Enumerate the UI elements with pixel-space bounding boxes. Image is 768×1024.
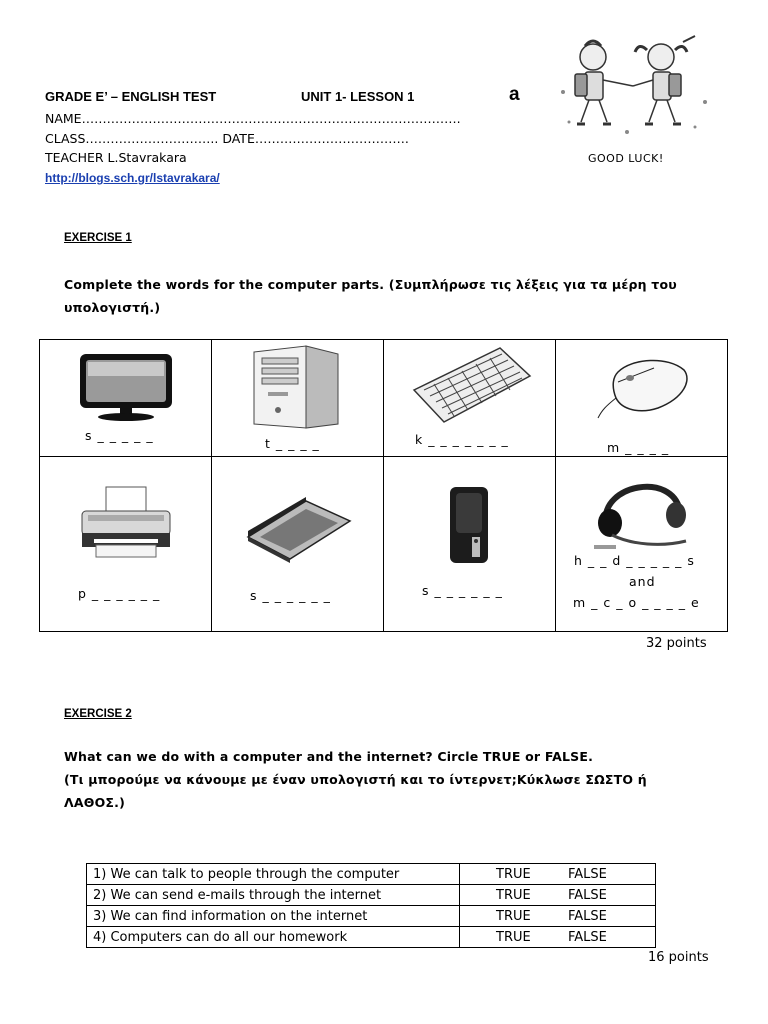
table-row [87, 864, 656, 885]
answer-cell [460, 864, 656, 885]
part-cell [40, 457, 212, 632]
statement-cell: 3) We can find information on the internet [87, 906, 460, 927]
exercise1-points: 32 points [646, 636, 707, 651]
word-blank[interactable]: s _ _ _ _ _ [85, 428, 154, 443]
word-blank[interactable]: p _ _ _ _ _ _ [78, 586, 161, 601]
true-option[interactable]: TRUE [496, 908, 531, 924]
answer-cell [460, 885, 656, 906]
blog-link[interactable]: http://blogs.sch.gr/lstavrakara/ [45, 171, 220, 185]
exercise1-instruction-line1: Complete the words for the computer parts. (Συμπλήρωσε τις λέξεις για τα μέρη του [64, 277, 677, 292]
microphone-word-blank[interactable]: m _ c _ o _ _ _ _ e [573, 595, 700, 610]
word-blank[interactable]: s _ _ _ _ _ _ [422, 583, 503, 598]
good-luck-text: GOOD LUCK! [588, 152, 664, 165]
word-blank[interactable]: t _ _ _ _ [265, 436, 320, 451]
exercise2-instruction-line2: (Τι μπορούμε να κάνουμε με έναν υπολογιστή και το ίντερνετ;Κύκλωσε ΣΩΣΤΟ ή [64, 772, 647, 787]
tower-pc-icon [248, 344, 344, 430]
word-blank[interactable]: m _ _ _ _ [607, 440, 670, 455]
true-option[interactable]: TRUE [496, 866, 531, 882]
false-option[interactable]: FALSE [568, 908, 607, 924]
test-version: a [509, 84, 520, 105]
keyboard-icon [410, 346, 534, 424]
table-row [87, 927, 656, 948]
headset-word-blank[interactable]: h _ _ d _ _ _ _ _ s [574, 553, 695, 568]
test-title: GRADE E’ – ENGLISH TEST [45, 89, 217, 104]
part-cell [212, 340, 384, 457]
statement-cell: 1) We can talk to people through the computer [87, 864, 460, 885]
false-option[interactable]: FALSE [568, 887, 607, 903]
unit-label: UNIT 1- LESSON 1 [301, 89, 415, 104]
answer-cell [460, 906, 656, 927]
exercise2-instruction-line1: What can we do with a computer and the internet? Circle TRUE or FALSE. [64, 749, 594, 764]
and-label: and [629, 574, 656, 589]
part-cell [556, 340, 728, 457]
table-row [87, 885, 656, 906]
part-cell [384, 457, 556, 632]
printer-icon [78, 485, 174, 559]
speaker-icon [448, 485, 492, 565]
monitor-icon [78, 352, 174, 422]
false-option[interactable]: FALSE [568, 929, 607, 945]
part-cell [212, 457, 384, 632]
part-cell [40, 340, 212, 457]
statement-cell: 2) We can send e-mails through the internet [87, 885, 460, 906]
exercise1-instruction [64, 273, 714, 319]
exercise2-title: EXERCISE 2 [64, 708, 132, 720]
word-blank[interactable]: k _ _ _ _ _ _ _ [415, 432, 509, 447]
mouse-icon [596, 358, 690, 420]
exercise2-instruction-line3: ΛΑΘΟΣ.) [64, 795, 126, 810]
true-false-table [86, 863, 656, 948]
table-row [87, 906, 656, 927]
word-blank[interactable]: s _ _ _ _ _ _ [250, 588, 331, 603]
true-option[interactable]: TRUE [496, 929, 531, 945]
scanner-icon [246, 497, 352, 563]
part-cell [556, 457, 728, 632]
exercise2-instruction [64, 745, 724, 814]
false-option[interactable]: FALSE [568, 866, 607, 882]
exercise1-instruction-line2: υπολογιστή.) [64, 300, 161, 315]
headset-icon [592, 475, 692, 551]
name-field[interactable]: NAME………………………………………………………………………………. [45, 111, 461, 126]
true-option[interactable]: TRUE [496, 887, 531, 903]
statement-cell: 4) Computers can do all our homework [87, 927, 460, 948]
answer-cell [460, 927, 656, 948]
kids-illustration-icon [555, 32, 715, 144]
part-cell [384, 340, 556, 457]
teacher-line: TEACHER L.Stavrakara [45, 150, 187, 165]
exercise2-points: 16 points [648, 950, 709, 965]
exercise1-title: EXERCISE 1 [64, 232, 132, 244]
computer-parts-grid [39, 339, 728, 632]
class-date-field[interactable]: CLASS………………………….. DATE………………………………. [45, 131, 409, 146]
